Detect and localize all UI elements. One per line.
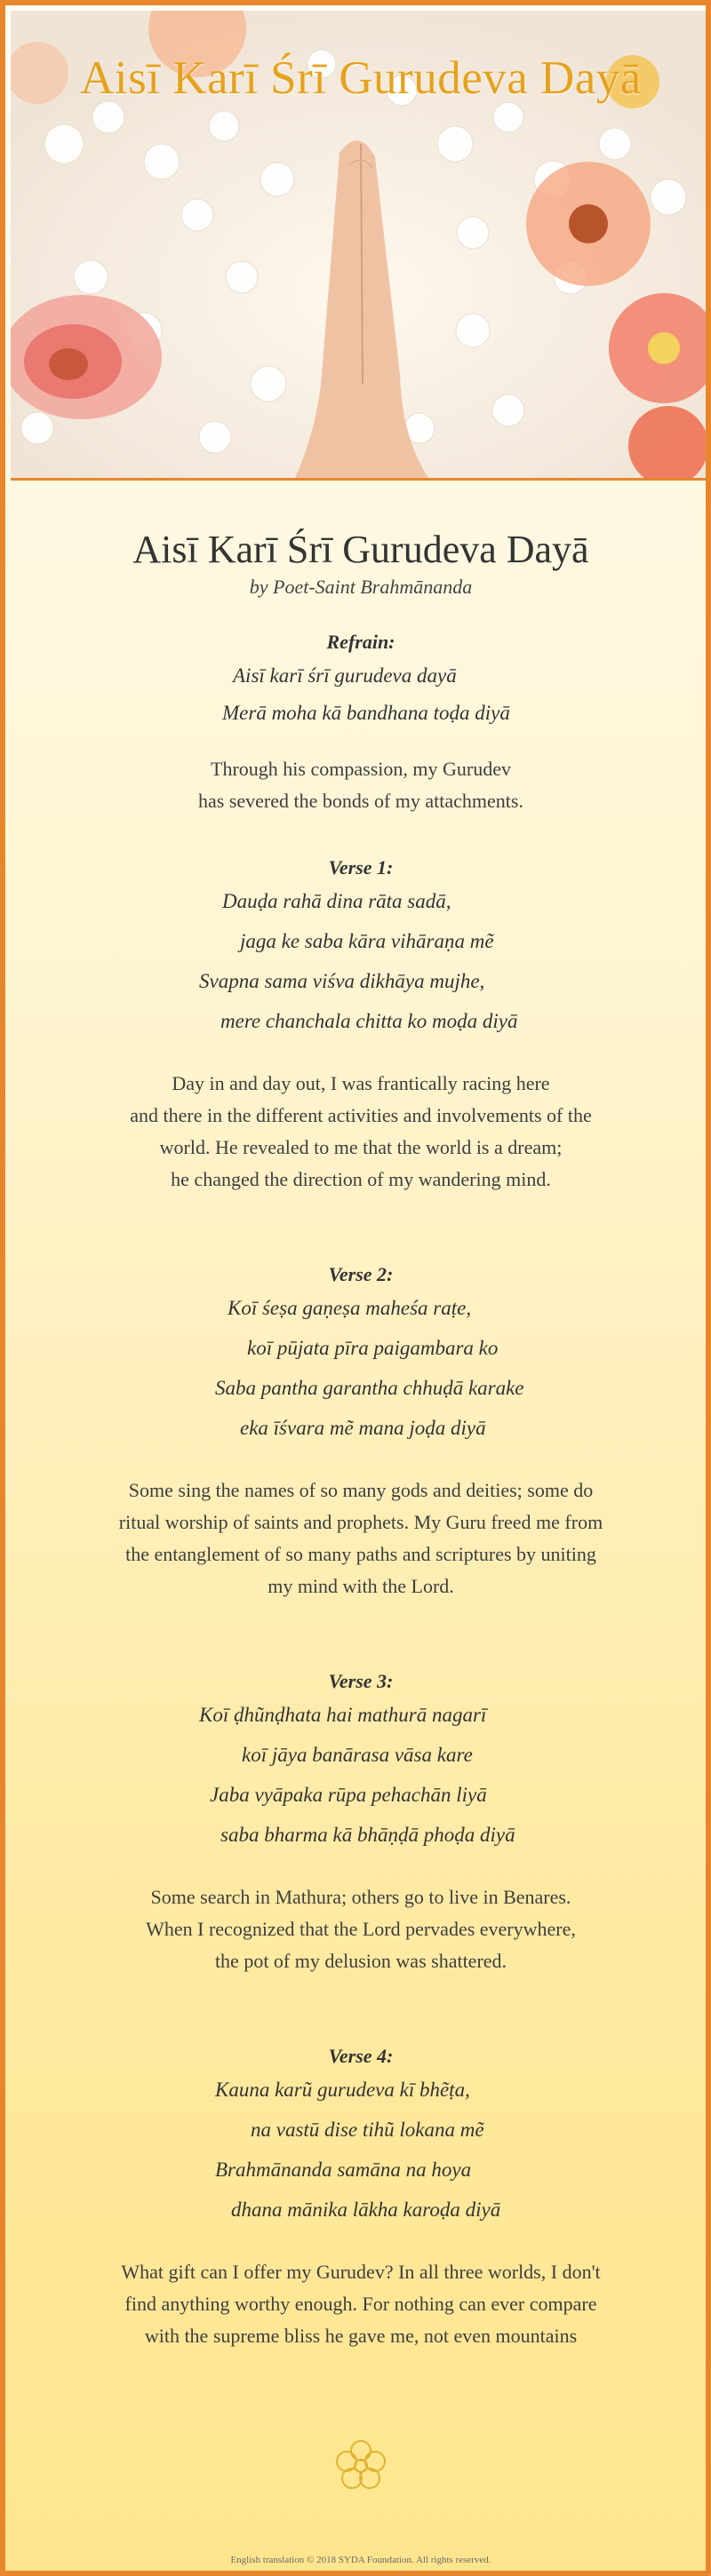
- translation-line: Some sing the names of so many gods and deities; some do: [128, 1479, 594, 1501]
- verse-4-translation: [5, 2256, 711, 2352]
- lyric-line: Svapna sama viśva dikhāya mujhe,: [199, 970, 485, 992]
- refrain-translation: [5, 753, 711, 817]
- lyric-line: Dauḍa rahā dina rāta sadā,: [222, 890, 451, 912]
- verse-2-translation: [5, 1475, 711, 1602]
- lyric-line: Aisī karī śrī gurudeva dayā: [233, 664, 457, 687]
- refrain-lyrics: [5, 657, 711, 732]
- verse-3-heading: Verse 3:: [328, 1670, 394, 1692]
- verse-2-heading: Verse 2:: [328, 1263, 394, 1285]
- translation-line: the pot of my delusion was shattered.: [214, 1950, 507, 1972]
- verse-2-lyrics: [5, 1288, 711, 1448]
- lyric-line: Koī ḍhũnḍhata hai mathurā nagarī: [199, 1704, 487, 1726]
- translation-line: the entanglement of so many paths and scriptures by uniting: [125, 1543, 596, 1565]
- verse-4-heading: Verse 4:: [328, 2045, 394, 2067]
- lyric-line: Jaba vyāpaka rūpa pehachān liyā: [210, 1784, 487, 1806]
- verse-1-translation: [5, 1068, 711, 1196]
- lyric-line: Saba pantha garantha chhuḍā karake: [215, 1377, 524, 1399]
- translation-line: and there in the different activities and involvements of the: [130, 1104, 592, 1126]
- lyric-line: saba bharma kā bhāṇḍā phoḍa diyā: [220, 1824, 515, 1846]
- translation-line: Some search in Mathura; others go to live in Benares.: [150, 1886, 571, 1908]
- translation-line: my mind with the Lord.: [268, 1575, 454, 1597]
- lyric-line: dhana mānika lākha karoḍa diyā: [231, 2198, 501, 2221]
- verse-3-translation: [5, 1881, 711, 1977]
- translation-line: Through his compassion, my Gurudev: [211, 758, 511, 780]
- author-byline: by Poet-Saint Brahmānanda: [249, 576, 473, 598]
- header-banner: [11, 11, 711, 481]
- lyric-line: Merā moha kā bandhana toḍa diyā: [222, 702, 510, 724]
- translation-line: world. He revealed to me that the world is a dream;: [159, 1136, 563, 1158]
- translation-line: When I recognized that the Lord pervades everywhere,: [146, 1918, 576, 1940]
- copyright-footer: English translation © 2018 SYDA Foundation. All rights reserved.: [230, 2555, 491, 2565]
- lyric-line: jaga ke saba kāra vihāraṇa mẽ: [240, 930, 494, 952]
- translation-line: has severed the bonds of my attachments.: [198, 790, 523, 812]
- lyrics-content: [5, 478, 711, 2352]
- translation-line: Day in and day out, I was frantically racing here: [172, 1072, 550, 1094]
- lyric-line: koī jāya banārasa vāsa kare: [242, 1744, 473, 1766]
- lyric-line: Kauna karũ gurudeva kī bhẽṭa,: [215, 2079, 470, 2101]
- refrain-heading: Refrain:: [326, 631, 395, 653]
- translation-line: with the supreme bliss he gave me, not even mountains: [144, 2325, 578, 2347]
- flower-logo-icon: [332, 2437, 389, 2494]
- lyric-line: mere chanchala chitta ko moḍa diyā: [220, 1010, 518, 1032]
- lyric-line: koī pūjata pīra paigambara ko: [247, 1337, 499, 1359]
- translation-line: What gift can I offer my Gurudev? In all three worlds, I don't: [121, 2261, 601, 2283]
- lyric-line: eka īśvara mẽ mana joḍa diyā: [240, 1417, 486, 1439]
- banner-title: Aisī Karī Śrī Gurudeva Dayā: [80, 52, 642, 104]
- verse-1-heading: Verse 1:: [328, 856, 394, 879]
- verse-3-lyrics: [5, 1695, 711, 1855]
- lyric-line: Koī śeṣa gaṇeṣa maheśa raṭe,: [228, 1297, 472, 1319]
- page-title: Aisī Karī Śrī Gurudeva Dayā: [132, 528, 589, 571]
- translation-line: find anything worthy enough. For nothing can ever compare: [124, 2293, 597, 2315]
- lyric-line: na vastū dise tihũ lokana mẽ: [251, 2119, 484, 2141]
- translation-line: ritual worship of saints and prophets. My Guru freed me from: [118, 1511, 603, 1533]
- verse-4-lyrics: [5, 2070, 711, 2230]
- translation-line: he changed the direction of my wandering mind.: [171, 1168, 551, 1190]
- verse-1-lyrics: [5, 881, 711, 1041]
- lyric-line: Brahmānanda samāna na hoya: [215, 2159, 472, 2181]
